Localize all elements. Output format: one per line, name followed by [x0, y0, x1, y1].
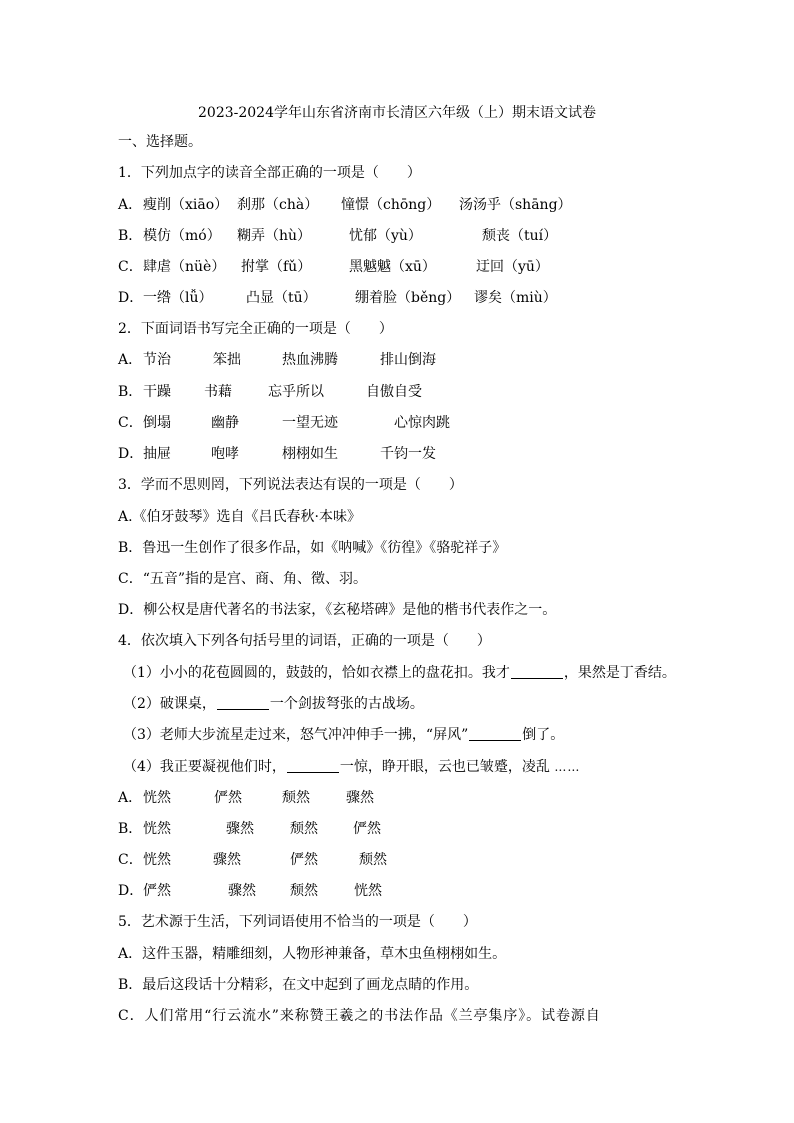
q2-stem: 2．下面词语书写完全正确的一项是（ ） [118, 321, 393, 337]
q2-option-b [118, 379, 678, 405]
sentence-text: （4）我正要凝视他们时， [123, 759, 286, 775]
q4-option-a [118, 785, 678, 811]
q3-stem: 3．学而不思则罔，下列说法表达有误的一项是（ ） [118, 477, 463, 493]
option-item: 俨然 [143, 883, 171, 899]
option-item: 糊弄（hù） [237, 228, 312, 244]
q5-option-a: A．这件玉器，精雕细刻，人物形神兼备，草木虫鱼栩栩如生。 [118, 946, 507, 962]
option-item: 模仿（mó） [143, 228, 221, 244]
exam-title: 2023-2024学年山东省济南市长清区六年级（上）期末语文试卷 [198, 105, 596, 121]
q5-option-b: B．最后这段话十分精彩，在文中起到了画龙点睛的作用。 [118, 977, 479, 993]
sentence-text: （2）破课桌， [123, 696, 216, 712]
option-item: 恍然 [143, 852, 171, 868]
sentence-text: 一个剑拔弩张的古战场。 [269, 696, 424, 712]
q4-option-c [118, 847, 678, 873]
option-item: 抽屉 [143, 446, 171, 462]
option-label: D． [118, 290, 144, 306]
option-item: 汤汤乎（shāng） [459, 197, 572, 213]
answer-blank[interactable] [287, 758, 339, 773]
option-item: 自傲自受 [366, 384, 422, 400]
q4-sentence-4 [123, 754, 580, 780]
option-item: 节治 [143, 352, 171, 368]
option-label: A． [118, 197, 143, 213]
option-label: B． [118, 384, 143, 400]
option-item: 忧郁（yù） [349, 228, 422, 244]
q4-stem: 4．依次填入下列各句括号里的词语，正确的一项是（ ） [118, 633, 491, 649]
sentence-text: （3）老师大步流星走过来，怒气冲冲伸手一拂，“屏风” [123, 727, 469, 743]
q2-option-c [118, 410, 678, 436]
q4-sentence-2 [123, 691, 424, 717]
option-item: 栩栩如生 [282, 446, 338, 462]
option-item: 骤然 [226, 821, 254, 837]
answer-blank[interactable] [469, 726, 521, 741]
option-item: 俨然 [353, 821, 381, 837]
option-item: 恍然 [354, 883, 382, 899]
option-item: 忘乎所以 [268, 384, 324, 400]
option-item: 倒塌 [143, 415, 171, 431]
option-label: A． [118, 352, 143, 368]
option-item: 千钧一发 [380, 446, 436, 462]
option-item: 颓丧（tuí） [482, 228, 558, 244]
option-item: 绷着脸（běng） [355, 290, 461, 306]
q3-option-d: D．柳公权是唐代著名的书法家，《玄秘塔碑》是他的楷书代表作之一。 [118, 602, 557, 618]
q5-option-c: C．人们常用“行云流水”来称赞王羲之的书法作品《兰亭集序》。试卷源自 [118, 1008, 601, 1024]
option-item: 书藉 [204, 384, 232, 400]
q2-option-a [118, 347, 678, 373]
q1-option-d [118, 285, 678, 311]
q3-option-a: A.《伯牙鼓琴》选自《吕氏春秋·本味》 [118, 509, 362, 525]
option-item: 凸显（tū） [246, 290, 317, 306]
q4-sentence-1 [123, 660, 676, 686]
option-item: 幽静 [211, 415, 239, 431]
ellipsis: …… [554, 760, 581, 774]
option-item: 心惊肉跳 [394, 415, 450, 431]
option-label: C． [118, 259, 143, 275]
option-item: 咆哮 [211, 446, 239, 462]
sentence-text: 倒了。 [522, 727, 565, 743]
option-item: 迂回（yū） [476, 259, 549, 275]
option-item: 谬矣（miù） [474, 290, 557, 306]
option-item: 排山倒海 [380, 352, 436, 368]
option-label: C． [118, 852, 143, 868]
option-item: 颓然 [290, 821, 318, 837]
option-item: 俨然 [290, 852, 318, 868]
option-item: 干躁 [143, 384, 171, 400]
option-item: 颓然 [282, 790, 310, 806]
option-item: 骤然 [346, 790, 374, 806]
option-item: 拊掌（fǔ） [241, 259, 312, 275]
option-item: 热血沸腾 [282, 352, 338, 368]
q1-option-c [118, 254, 678, 280]
option-item: 笨拙 [213, 352, 241, 368]
option-item: 骤然 [228, 883, 256, 899]
option-item: 颓然 [290, 883, 318, 899]
option-label: B． [118, 821, 143, 837]
option-item: 恍然 [143, 821, 171, 837]
sentence-text: 一惊，睁开眼，云也已皱蹙，凌乱 [339, 759, 550, 775]
option-item: 俨然 [214, 790, 242, 806]
answer-blank[interactable] [511, 664, 563, 679]
q4-option-d [118, 878, 678, 904]
option-item: 一绺（lǚ） [143, 290, 213, 306]
option-item: 肆虐（nüè） [143, 259, 226, 275]
q3-option-b: B．鲁迅一生创作了很多作品，如《呐喊》《彷徨》《骆驼祥子》 [118, 540, 507, 556]
option-item: 刹那（chà） [237, 197, 319, 213]
q1-option-a [118, 192, 678, 218]
q1-stem: 1．下列加点字的读音全部正确的一项是（ ） [118, 165, 421, 181]
section-heading: 一、选择题。 [118, 134, 202, 150]
option-item: 骤然 [213, 852, 241, 868]
option-label: B． [118, 228, 143, 244]
q1-option-b [118, 223, 678, 249]
option-label: D． [118, 883, 144, 899]
option-label: A． [118, 790, 143, 806]
q4-sentence-3 [123, 722, 564, 748]
option-label: D． [118, 446, 144, 462]
q3-option-c: C．“五音”指的是宫、商、角、徵、羽。 [118, 571, 368, 587]
option-label: C． [118, 415, 143, 431]
option-item: 颓然 [359, 852, 387, 868]
q4-option-b [118, 816, 678, 842]
option-item: 恍然 [143, 790, 171, 806]
answer-blank[interactable] [217, 695, 269, 710]
option-item: 憧憬（chōng） [341, 197, 441, 213]
option-item: 瘦削（xiāo） [143, 197, 229, 213]
option-item: 黑魆魆（xū） [349, 259, 436, 275]
sentence-text: ，果然是丁香结。 [563, 665, 676, 681]
q2-option-d [118, 441, 678, 467]
q5-stem: 5．艺术源于生活，下列词语使用不恰当的一项是（ ） [118, 914, 477, 930]
sentence-text: （1）小小的花苞圆圆的，鼓鼓的，恰如衣襟上的盘花扣。我才 [123, 665, 510, 681]
option-item: 一望无迹 [282, 415, 338, 431]
